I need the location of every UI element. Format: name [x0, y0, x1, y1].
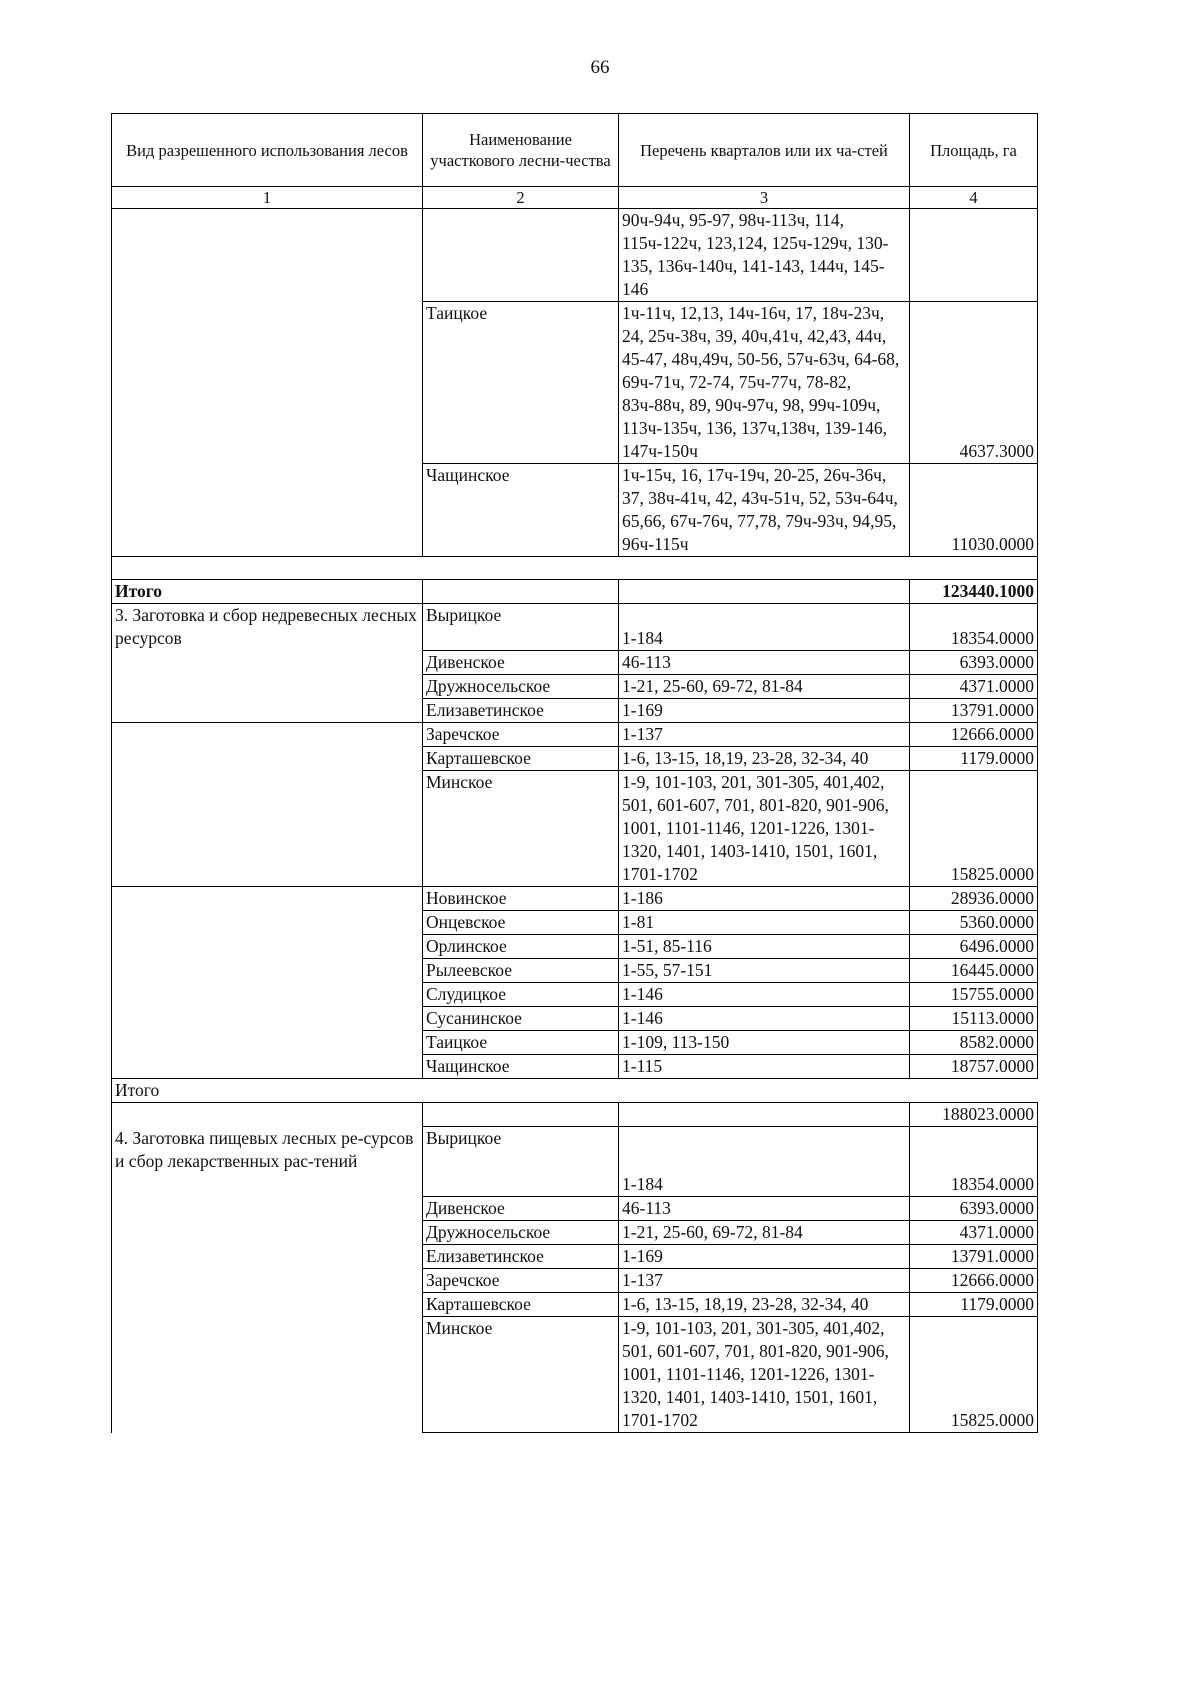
- column-index: 2: [423, 187, 619, 209]
- area-cell: 4371.0000: [910, 675, 1038, 699]
- total-label: Итого: [112, 1079, 1038, 1103]
- total-empty: [112, 1103, 423, 1127]
- table-row: [112, 887, 1038, 911]
- forestry-cell: Таицкое: [423, 302, 619, 464]
- forestry-cell: Чащинское: [423, 1055, 619, 1079]
- forestry-cell: Елизаветинское: [423, 1245, 619, 1269]
- forestry-cell: Таицкое: [423, 1031, 619, 1055]
- use-type-cell: [112, 723, 423, 887]
- area-cell: 16445.0000: [910, 959, 1038, 983]
- area-cell: 15825.0000: [910, 1317, 1038, 1433]
- header-forestry: Наименование участкового лесни-чества: [423, 114, 619, 187]
- header-quarters: Перечень кварталов или их ча-стей: [619, 114, 910, 187]
- column-index: 4: [910, 187, 1038, 209]
- quarters-cell: 1-6, 13-15, 18,19, 23-28, 32-34, 40: [619, 1293, 910, 1317]
- header-use-type: Вид разрешенного использования лесов: [112, 114, 423, 187]
- area-cell: 11030.0000: [910, 464, 1038, 557]
- forestry-cell: Онцевское: [423, 911, 619, 935]
- area-cell: 18354.0000: [910, 604, 1038, 651]
- area-cell: [910, 209, 1038, 302]
- quarters-cell: 1-21, 25-60, 69-72, 81-84: [619, 675, 910, 699]
- quarters-cell: 1ч-15ч, 16, 17ч-19ч, 20-25, 26ч-36ч, 37, 38ч-41ч, 42, 43ч-51ч, 52, 53ч-64ч, 65,66, 67ч-76ч, 77,78, 79ч-93ч, 94,95, 96ч-115ч: [619, 464, 910, 557]
- total-label: Итого: [112, 580, 423, 604]
- forestry-cell: Сусанинское: [423, 1007, 619, 1031]
- column-index: 1: [112, 187, 423, 209]
- forestry-cell: Заречское: [423, 1269, 619, 1293]
- quarters-cell: 1-9, 101-103, 201, 301-305, 401,402, 501, 601-607, 701, 801-820, 901-906, 1001, 1101-1146, 1201-1226, 1301-1320, 1401, 1403-1410, 1501, 1601, 1701-1702: [619, 771, 910, 887]
- table-row: [112, 604, 1038, 651]
- quarters-cell: 1-81: [619, 911, 910, 935]
- area-cell: 5360.0000: [910, 911, 1038, 935]
- area-cell: 12666.0000: [910, 723, 1038, 747]
- area-cell: 13791.0000: [910, 1245, 1038, 1269]
- area-cell: 18354.0000: [910, 1127, 1038, 1197]
- quarters-cell: 1-186: [619, 887, 910, 911]
- quarters-cell: 1-109, 113-150: [619, 1031, 910, 1055]
- quarters-cell: 1-146: [619, 983, 910, 1007]
- forestry-cell: Карташевское: [423, 747, 619, 771]
- area-cell: 6393.0000: [910, 1197, 1038, 1221]
- quarters-cell: 1-184: [619, 604, 910, 651]
- forestry-cell: Рылеевское: [423, 959, 619, 983]
- forestry-cell: Орлинское: [423, 935, 619, 959]
- use-type-cell: 4. Заготовка пищевых лесных ре-сурсов и сбор лекарственных рас-тений: [112, 1127, 423, 1433]
- area-cell: 4637.3000: [910, 302, 1038, 464]
- total-area: 188023.0000: [910, 1103, 1038, 1127]
- use-type-cell: [112, 887, 423, 1079]
- total-empty: [423, 1103, 619, 1127]
- quarters-cell: 1-51, 85-116: [619, 935, 910, 959]
- use-type-cell: 3. Заготовка и сбор недревесных лесных ресурсов: [112, 604, 423, 723]
- use-type-cell: [112, 209, 423, 557]
- area-cell: 13791.0000: [910, 699, 1038, 723]
- total-empty: [619, 1103, 910, 1127]
- forestry-cell: Слудицкое: [423, 983, 619, 1007]
- total-row: [112, 1103, 1038, 1127]
- quarters-cell: 1-115: [619, 1055, 910, 1079]
- forestry-cell: Елизаветинское: [423, 699, 619, 723]
- forestry-cell: [423, 209, 619, 302]
- quarters-cell: 1-137: [619, 1269, 910, 1293]
- column-index: 3: [619, 187, 910, 209]
- table-header-row: [112, 114, 1038, 187]
- forestry-cell: Чащинское: [423, 464, 619, 557]
- forestry-cell: Вырицкое: [423, 1127, 619, 1197]
- quarters-cell: 1-6, 13-15, 18,19, 23-28, 32-34, 40: [619, 747, 910, 771]
- quarters-cell: 1-184: [619, 1127, 910, 1197]
- table-row: [112, 209, 1038, 302]
- forestry-cell: Дружносельское: [423, 1221, 619, 1245]
- header-area: Площадь, га: [910, 114, 1038, 187]
- quarters-cell: 1ч-11ч, 12,13, 14ч-16ч, 17, 18ч-23ч, 24, 25ч-38ч, 39, 40ч,41ч, 42,43, 44ч, 45-47, 48ч,49ч, 50-56, 57ч-63ч, 64-68, 69ч-71ч, 72-74, 75ч-77ч, 78-82, 83ч-88ч, 89, 90ч-97ч, 98, 99ч-109ч, 113ч-135ч, 136, 137ч,138ч, 139-146, 147ч-150ч: [619, 302, 910, 464]
- quarters-cell: 1-137: [619, 723, 910, 747]
- table-row: [112, 723, 1038, 747]
- area-cell: 4371.0000: [910, 1221, 1038, 1245]
- area-cell: 1179.0000: [910, 747, 1038, 771]
- forestry-cell: Новинское: [423, 887, 619, 911]
- quarters-cell: 90ч-94ч, 95-97, 98ч-113ч, 114, 115ч-122ч, 123,124, 125ч-129ч, 130-135, 136ч-140ч, 141-143, 144ч, 145-146: [619, 209, 910, 302]
- area-cell: 12666.0000: [910, 1269, 1038, 1293]
- spacer-cell: [112, 557, 1038, 580]
- forestry-cell: Минское: [423, 1317, 619, 1433]
- area-cell: 6496.0000: [910, 935, 1038, 959]
- forest-use-table: [111, 113, 1038, 1433]
- quarters-cell: 1-21, 25-60, 69-72, 81-84: [619, 1221, 910, 1245]
- area-cell: 1179.0000: [910, 1293, 1038, 1317]
- forestry-cell: Вырицкое: [423, 604, 619, 651]
- quarters-cell: 46-113: [619, 1197, 910, 1221]
- table-row: [112, 1127, 1038, 1197]
- page-number: 66: [590, 57, 610, 78]
- area-cell: 8582.0000: [910, 1031, 1038, 1055]
- total-empty: [423, 580, 619, 604]
- forestry-cell: Заречское: [423, 723, 619, 747]
- area-cell: 28936.0000: [910, 887, 1038, 911]
- quarters-cell: 1-55, 57-151: [619, 959, 910, 983]
- forestry-cell: Минское: [423, 771, 619, 887]
- quarters-cell: 46-113: [619, 651, 910, 675]
- quarters-cell: 1-169: [619, 699, 910, 723]
- area-cell: 15113.0000: [910, 1007, 1038, 1031]
- total-area: 123440.1000: [910, 580, 1038, 604]
- quarters-cell: 1-169: [619, 1245, 910, 1269]
- total-label-row: [112, 1079, 1038, 1103]
- forestry-cell: Дивенское: [423, 1197, 619, 1221]
- forestry-cell: Дивенское: [423, 651, 619, 675]
- total-empty: [619, 580, 910, 604]
- quarters-cell: 1-9, 101-103, 201, 301-305, 401,402, 501, 601-607, 701, 801-820, 901-906, 1001, 1101-1146, 1201-1226, 1301-1320, 1401, 1403-1410, 1501, 1601, 1701-1702: [619, 1317, 910, 1433]
- forestry-cell: Дружносельское: [423, 675, 619, 699]
- total-row: [112, 580, 1038, 604]
- area-cell: 18757.0000: [910, 1055, 1038, 1079]
- area-cell: 15755.0000: [910, 983, 1038, 1007]
- area-cell: 6393.0000: [910, 651, 1038, 675]
- spacer-row: [112, 557, 1038, 580]
- area-cell: 15825.0000: [910, 771, 1038, 887]
- forestry-cell: Карташевское: [423, 1293, 619, 1317]
- column-index-row: [112, 187, 1038, 209]
- quarters-cell: 1-146: [619, 1007, 910, 1031]
